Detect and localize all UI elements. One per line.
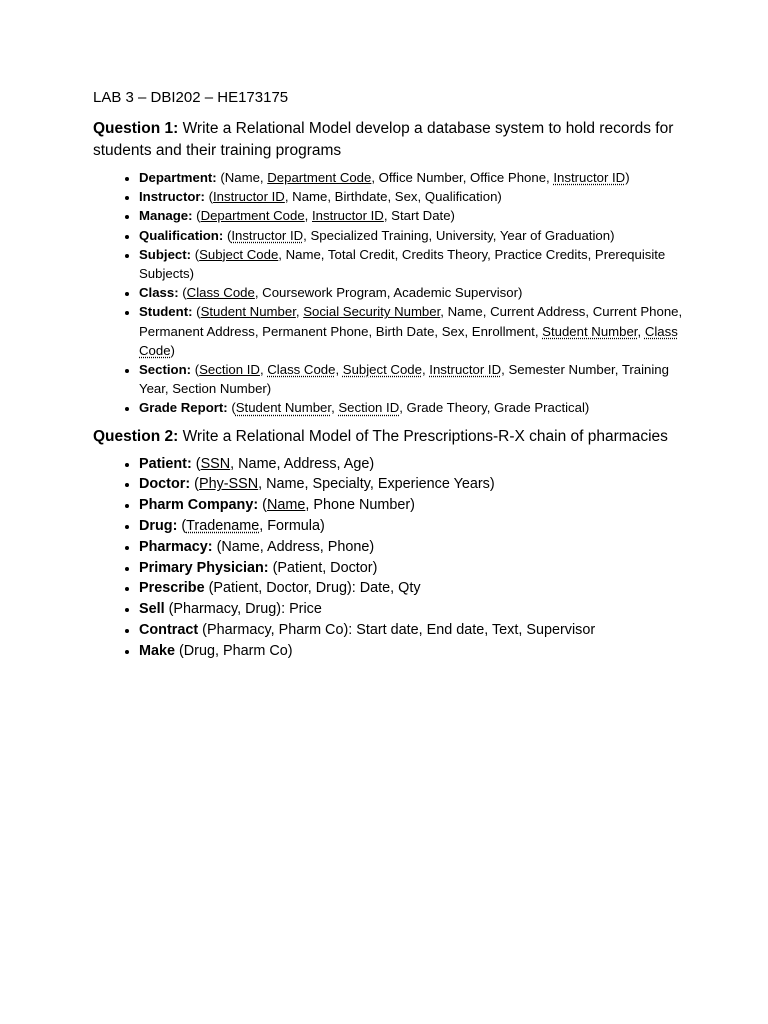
attribute-text: , — [421, 362, 430, 378]
key-attribute: Student Number — [200, 304, 296, 320]
attribute-text: ( — [194, 476, 199, 493]
relation-name: Patient: — [139, 455, 192, 472]
relation-item — [139, 168, 688, 187]
relation-name: Doctor: — [139, 476, 191, 493]
key-attribute: Student Number — [542, 323, 638, 339]
relation-name: Pharm Company: — [139, 497, 259, 514]
relation-item — [139, 226, 688, 245]
attribute-text: (Name, Address, Phone) — [216, 538, 375, 555]
key-attribute: Instructor ID — [429, 362, 502, 378]
relation-item — [139, 578, 688, 599]
attribute-text: , — [259, 362, 268, 378]
question-2-label: Question 2: — [93, 427, 179, 445]
attribute-text: ( — [181, 518, 187, 535]
attribute-text: ( — [182, 285, 187, 301]
relation-name: Department: — [139, 170, 217, 185]
attribute-text: ( — [226, 227, 232, 243]
attribute-text: , — [637, 323, 645, 339]
question-1-list — [93, 168, 688, 418]
relation-item — [139, 558, 688, 579]
relation-item — [139, 283, 688, 302]
relation-name: Instructor: — [139, 189, 205, 205]
key-attribute: Department Code — [200, 208, 305, 224]
relation-item — [139, 245, 688, 283]
attribute-text: , Name, Current Address, Current Phone, Permanent Address, Permanent Phone, Birth Date, Sex, Enrollment, — [139, 304, 683, 339]
attribute-text: , Coursework Program, Academic Supervisor) — [254, 285, 523, 301]
attribute-text: , Name, Specialty, Experience Years) — [258, 476, 495, 493]
document-header: LAB 3 – DBI202 – HE173175 — [93, 89, 289, 106]
key-attribute: Student Number — [235, 400, 332, 416]
attribute-text: , — [335, 362, 343, 378]
key-attribute: Name — [266, 497, 306, 514]
relation-name: Sell — [139, 601, 165, 618]
relation-name: Drug: — [139, 518, 178, 535]
attribute-text: , Name, Birthdate, Sex, Qualification) — [284, 189, 502, 205]
question-2-text: Write a Relational Model of The Prescriptions-R-X chain of pharmacies — [178, 427, 668, 445]
attribute-text: , Semester Number, Training Year, Section Number) — [139, 362, 669, 397]
relation-name: Grade Report: — [139, 400, 228, 416]
key-attribute: Subject Code — [199, 246, 279, 262]
relation-item — [139, 398, 688, 417]
attribute-text: ( — [196, 304, 201, 320]
relation-name: Qualification: — [139, 227, 224, 243]
relation-name: Pharmacy: — [139, 538, 213, 555]
attribute-text: , Name, Total Credit, Credits Theory, Practice Credits, Prerequisite Subjects) — [139, 246, 666, 282]
attribute-text: ) — [625, 170, 630, 185]
key-attribute: Class Code — [139, 323, 678, 358]
attribute-text: , Name, Address, Age) — [230, 455, 375, 472]
key-attribute: Class Code — [267, 362, 336, 378]
relation-name: Make — [139, 642, 175, 659]
relation-name: Student: — [139, 304, 193, 320]
question-2 — [93, 426, 688, 448]
key-attribute: Tradename — [186, 518, 260, 535]
attribute-text: (Pharmacy, Pharm Co): Start date, End date, Text, Supervisor — [202, 622, 596, 639]
relation-item — [139, 454, 688, 475]
attribute-text: , Office Number, Office Phone, — [371, 170, 554, 185]
attribute-text: , Phone Number) — [305, 497, 415, 514]
key-attribute: Social Security Number — [303, 304, 441, 320]
relation-item — [139, 206, 688, 225]
question-1-label: Question 1: — [93, 120, 179, 137]
attribute-text: (Drug, Pharm Co) — [179, 642, 293, 659]
key-attribute: SSN — [200, 455, 231, 472]
attribute-text: ( — [194, 362, 200, 378]
attribute-text: , — [331, 400, 339, 416]
relation-name: Manage: — [139, 208, 193, 224]
relation-item — [139, 516, 688, 537]
relation-name: Class: — [139, 285, 179, 301]
attribute-text: (Name, — [220, 170, 268, 185]
key-attribute: Section ID — [338, 400, 400, 416]
attribute-text: , Formula) — [259, 518, 325, 535]
relation-item — [139, 620, 688, 641]
attribute-text: , Grade Theory, Grade Practical) — [399, 400, 590, 416]
relation-item — [139, 302, 688, 360]
relation-item — [139, 187, 688, 206]
attribute-text: ( — [208, 189, 214, 205]
attribute-text: (Patient, Doctor, Drug): Date, Qty — [208, 580, 421, 597]
relation-item — [139, 537, 688, 558]
attribute-text: ( — [194, 246, 200, 262]
attribute-text: (Patient, Doctor) — [272, 559, 378, 576]
key-attribute: Instructor ID — [231, 227, 304, 243]
attribute-text: ( — [196, 208, 201, 224]
attribute-text: (Pharmacy, Drug): Price — [168, 601, 322, 618]
attribute-text: , Specialized Training, University, Year of Graduation) — [303, 227, 615, 243]
relation-item — [139, 360, 688, 398]
relation-name: Prescribe — [139, 580, 205, 597]
key-attribute: Department Code — [267, 170, 372, 185]
attribute-text: ( — [262, 497, 267, 514]
key-attribute: Instructor ID — [213, 189, 285, 205]
attribute-text: ( — [231, 400, 236, 416]
relation-name: Contract — [139, 622, 199, 639]
attribute-text: , Start Date) — [383, 208, 455, 224]
question-2-list — [93, 454, 688, 662]
key-attribute: Instructor ID — [553, 170, 626, 185]
relation-name: Primary Physician: — [139, 559, 269, 576]
key-attribute: Subject Code — [342, 362, 422, 378]
attribute-text: , — [304, 208, 312, 224]
key-attribute: Phy-SSN — [198, 476, 259, 493]
attribute-text: ( — [195, 455, 201, 472]
relation-item — [139, 474, 688, 495]
attribute-text: , — [295, 304, 304, 320]
question-1-text: Write a Relational Model develop a database system to hold records for students and their training programs — [93, 120, 674, 159]
relation-item — [139, 599, 688, 620]
key-attribute: Section ID — [199, 362, 260, 378]
key-attribute: Class Code — [186, 285, 255, 301]
relation-name: Subject: — [139, 246, 192, 262]
key-attribute: Instructor ID — [312, 208, 384, 224]
question-1 — [93, 118, 688, 162]
relation-name: Section: — [139, 362, 192, 378]
relation-item — [139, 641, 688, 662]
relation-item — [139, 495, 688, 516]
attribute-text: ) — [170, 342, 175, 358]
